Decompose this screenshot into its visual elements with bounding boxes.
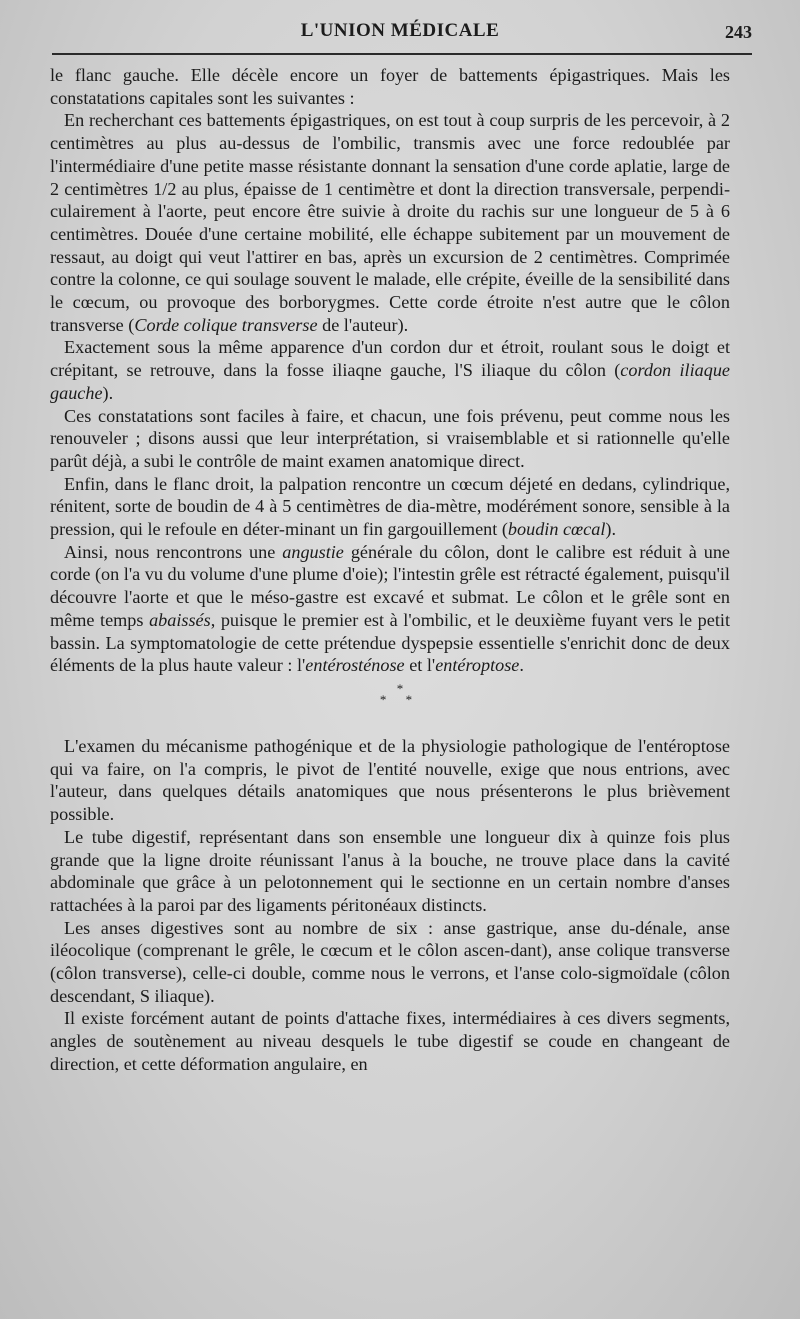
header-rule [52, 53, 752, 55]
page-number: 243 [725, 22, 752, 42]
paragraph: Les anses digestives sont au nombre de six : anse gastrique, anse du-dénale, anse iléocolique (comprenant le grêle, le cœcum et le côlon ascen-dant), anse colique transverse (côlon transverse), celle-ci double, comme nous le verrons, et l'anse colo-sigmoïdale (côlon descendant, S iliaque). [50, 917, 730, 1006]
body-text [50, 64, 730, 1076]
italic-term: boudin cœcal [507, 519, 606, 540]
italic-term: entéroptose [435, 655, 520, 676]
paragraph: Ces constatations sont faciles à faire, et chacun, une fois prévenu, peut comme nous les renouveler ; disons aussi que leur interprétation, si vraisemblable et si rationnelle qu'elle parût déjà, a subi le contrôle de maint examen anatomique direct. [50, 405, 730, 471]
paragraph: Ainsi, nous rencontrons une angustie générale du côlon, dont le calibre est réduit à une corde (on l'a vu du volume d'une plume d'oie); l'intestin grêle est rétracté également, puisqu'il découvre l'aorte et que le méso-gastre est excavé et submat. Le côlon et le grêle sont en même temps abaissés, puisque le premier est à l'ombilic, et le deuxième fuyant vers le petit bassin. La symptomatologie de cette prétendue dyspepsie essentielle s'enrichit donc de deux éléments de la plus haute valeur : l'entérosténose et l'entéroptose. [50, 541, 731, 676]
paragraph: le flanc gauche. Elle décèle encore un foyer de battements épigastriques. Mais les constatations capitales sont les suivantes : [50, 65, 730, 108]
paragraph: Enfin, dans le flanc droit, la palpation rencontre un cœcum déjeté en dedans, cylindrique, rénitent, sorte de boudin de 4 à 5 centimètres de dia-mètre, modérément sonore, sensible à la pression, qui le refoule en déter-minant un fin gargouillement (boudin cœcal). [50, 473, 730, 540]
italic-term: cordon iliaque gauche [50, 360, 730, 403]
running-head [40, 20, 760, 50]
section-divider-asterism [50, 680, 730, 707]
italic-term: abaissés [149, 609, 211, 630]
journal-title: L'UNION MÉDICALE [300, 20, 500, 41]
italic-term: angustie [282, 541, 344, 562]
asterism-bottom: * * [379, 691, 421, 707]
paragraph: En recherchant ces battements épigastriques, on est tout à coup surpris de les percevoir, à 2 centimètres au plus au-dessus de l'ombilic, transmis avec une force redoublée par l'intermédiaire d'une petite masse résistante donnant la sensation d'une corde aplatie, large de 2 centimètres 1/2 au plus, épaisse de 1 centimètre et dont la direction transversale, perpendi-culairement à l'aorte, peut encore être suivie à droite du rachis sur une longueur de 5 à 6 centimètres. Douée d'une certaine mobilité, elle échappe subitement par un mouvement de ressaut, au doigt qui veut l'attirer en bas, après un excursion de 2 centimètres. Comprimée contre la colonne, ce qui soulage souvent le malade, elle crépite, éveille de la sensibilité dans le cœcum, ou provoque des borborygmes. Cette corde étroite n'est autre que le côlon transverse (Corde colique transverse de l'auteur). [50, 110, 730, 335]
paragraph: L'examen du mécanisme pathogénique et de la physiologie pathologique de l'entéroptose qui va faire, on l'a compris, le pivot de l'entité nouvelle, exige que nous entrions, avec l'auteur, dans quelques détails anatomiques que nous présenterons le plus brièvement possible. [50, 735, 730, 825]
paragraph: Le tube digestif, représentant dans son ensemble une longueur dix à quinze fois plus grande que la ligne droite réunissant l'anus à la bouche, ne trouve place dans la cavité abdominale que grâce à un pelotonnement qui le sectionne en un certain nombre d'anses rattachées à la paroi par des ligaments péritonéaux distincts. [50, 826, 730, 915]
paragraph: Il existe forcément autant de points d'attache fixes, intermédiaires à ces divers segments, angles de soutènement au niveau desquels le tube digestif se coude en changeant de direction, et cette déformation angulaire, en [50, 1008, 730, 1074]
asterism-top: * [396, 680, 404, 696]
italic-term: entérosténose [305, 655, 405, 676]
italic-term: Corde colique transverse [134, 314, 318, 335]
paragraph: Exactement sous la même apparence d'un cordon dur et étroit, roulant sous le doigt et crépitant, se retrouve, dans la fosse iliaqne gauche, l'S iliaque du côlon (cordon iliaque gauche). [50, 337, 730, 403]
